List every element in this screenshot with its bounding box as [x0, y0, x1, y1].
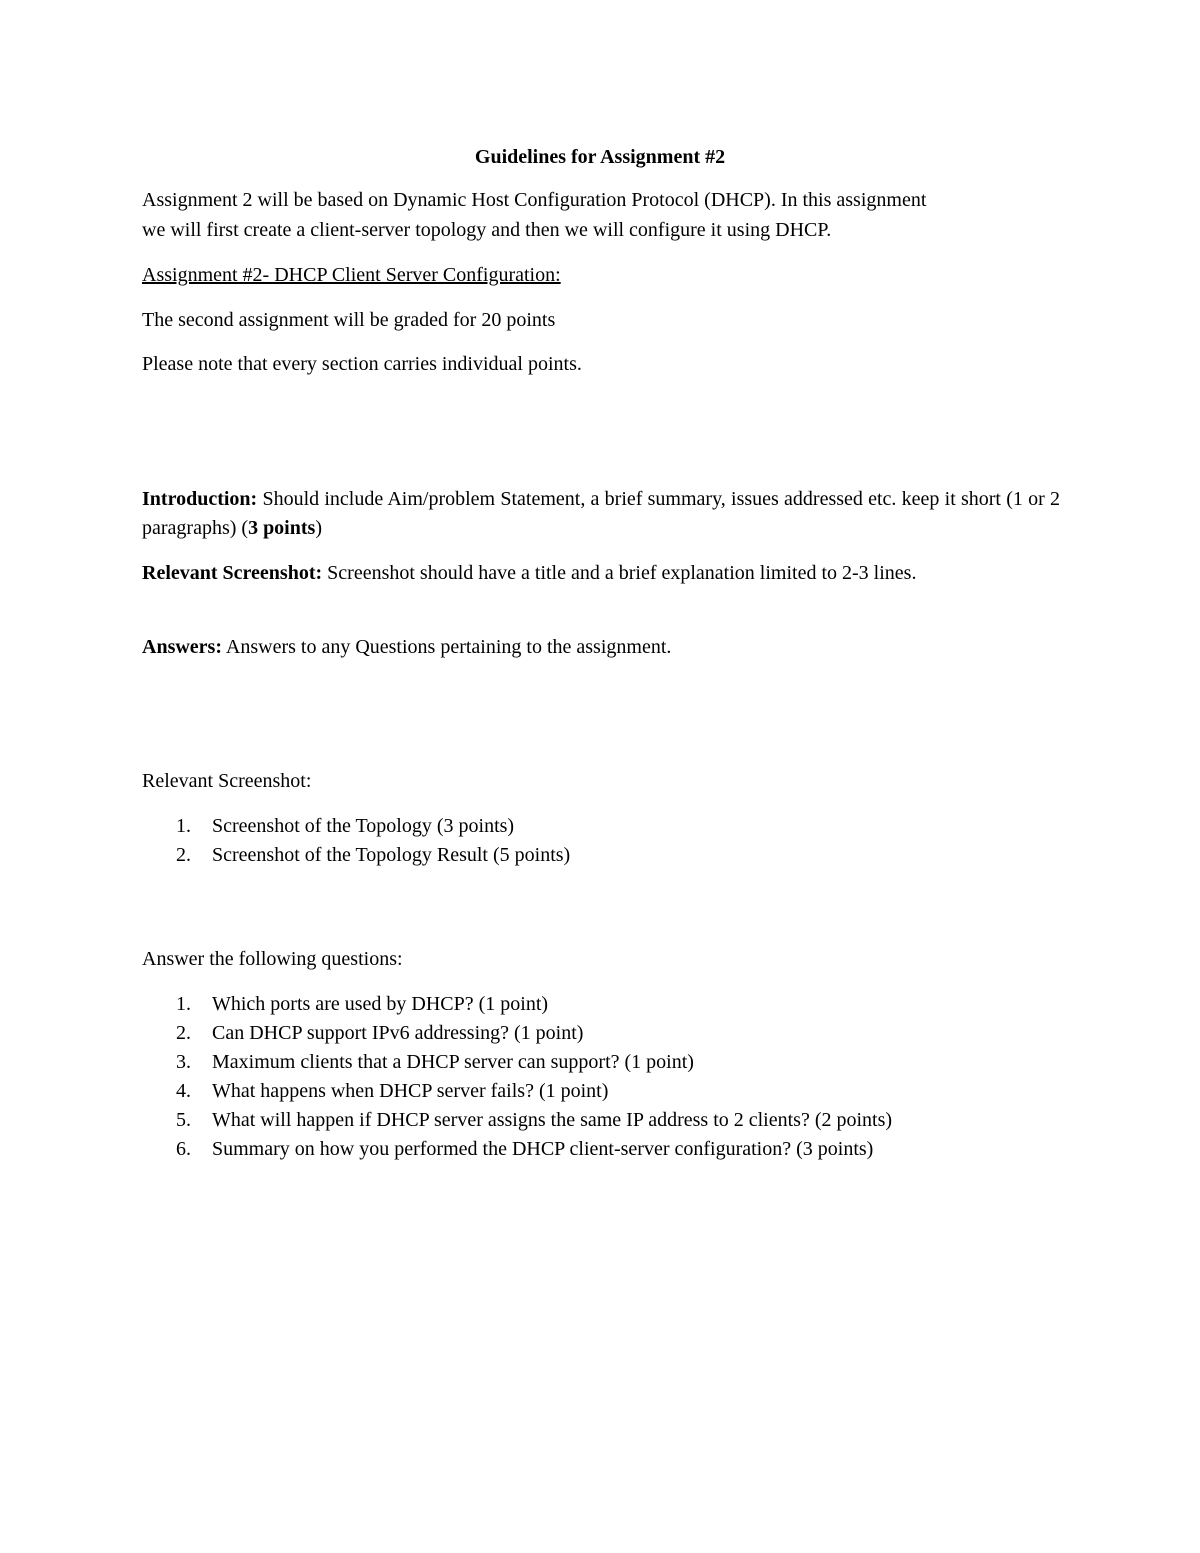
list-item — [142, 1019, 892, 1048]
note-text: Please note that every section carries individual points. — [142, 353, 582, 375]
relevant-screenshot-label: Relevant Screenshot: — [142, 562, 323, 584]
screenshot-section-heading: Relevant Screenshot: — [142, 770, 312, 792]
list-item-number: 2. — [176, 844, 191, 866]
questions-section-heading: Answer the following questions: — [142, 948, 403, 970]
document-title: Guidelines for Assignment #2 — [474, 146, 726, 168]
list-item-text: What will happen if DHCP server assigns the same IP address to 2 clients? (2 points) — [212, 1109, 893, 1131]
list-item-text: Summary on how you performed the DHCP client-server configuration? (3 points) — [212, 1138, 874, 1160]
relevant-screenshot-text: Screenshot should have a title and a brief explanation limited to 2-3 lines. — [322, 562, 917, 584]
introduction-points: 3 points — [248, 517, 316, 539]
list-item — [142, 1077, 892, 1106]
list-item — [142, 1106, 892, 1135]
introduction-paragraph — [142, 485, 1060, 543]
list-item-text: Screenshot of the Topology Result (5 points) — [212, 844, 571, 866]
graded-text: The second assignment will be graded for 20 points — [142, 309, 556, 331]
relevant-screenshot-paragraph — [142, 559, 1060, 588]
list-item-number: 3. — [176, 1051, 191, 1073]
questions-list — [142, 990, 892, 1164]
intro-line-1: Assignment 2 will be based on Dynamic Host Configuration Protocol (DHCP). In this assignment — [142, 189, 927, 211]
list-item-number: 5. — [176, 1109, 191, 1131]
list-item — [142, 812, 570, 841]
assignment-heading: Assignment #2- DHCP Client Server Configuration: — [142, 264, 561, 286]
list-item-number: 1. — [176, 815, 191, 837]
list-item-text: What happens when DHCP server fails? (1 point) — [212, 1080, 609, 1102]
list-item — [142, 1135, 892, 1164]
introduction-label: Introduction: — [142, 488, 258, 510]
introduction-text: Should include Aim/problem Statement, a brief summary, issues addressed etc. keep it short (1 or 2 paragraphs) ( — [142, 488, 1060, 539]
list-item-number: 6. — [176, 1138, 191, 1160]
list-item-text: Which ports are used by DHCP? (1 point) — [212, 993, 549, 1015]
intro-line-2: we will first create a client-server topology and then we will configure it using DHCP. — [142, 219, 832, 241]
list-item-number: 2. — [176, 1022, 191, 1044]
list-item-number: 4. — [176, 1080, 191, 1102]
screenshot-list — [142, 812, 570, 870]
answers-paragraph — [142, 633, 671, 662]
list-item-text: Maximum clients that a DHCP server can support? (1 point) — [212, 1051, 694, 1073]
list-item — [142, 990, 892, 1019]
list-item — [142, 841, 570, 870]
answers-label: Answers: — [142, 636, 222, 658]
answers-text: Answers to any Questions pertaining to the assignment. — [222, 636, 672, 658]
list-item-text: Can DHCP support IPv6 addressing? (1 point) — [212, 1022, 584, 1044]
introduction-close: ) — [315, 517, 322, 539]
list-item-number: 1. — [176, 993, 191, 1015]
list-item-text: Screenshot of the Topology (3 points) — [212, 815, 515, 837]
list-item — [142, 1048, 892, 1077]
